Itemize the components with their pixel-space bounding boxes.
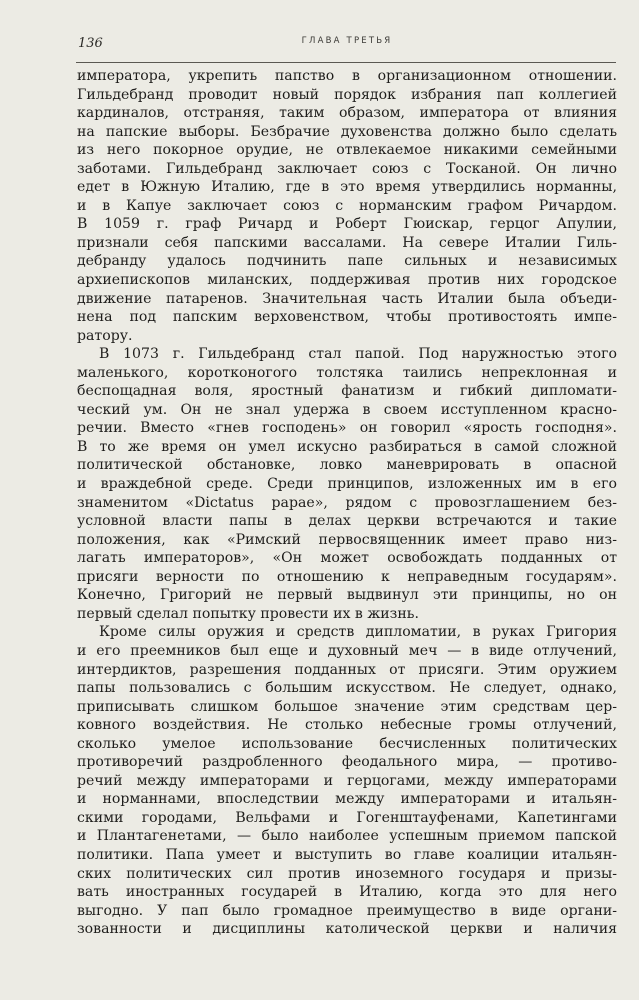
text-line: политической обстановке, ловко маневрировать в опасной — [77, 457, 617, 474]
text-line: и враждебной среде. Среди принципов, изложенных им в его — [77, 476, 617, 493]
text-line: беспощадная воля, яростный фанатизм и гибкий дипломати- — [77, 383, 617, 400]
paragraph-start-line: В 1073 г. Гильдебранд стал папой. Под наружностью этого — [99, 346, 617, 363]
text-line: лагать императоров», «Он может освобождать подданных от — [77, 550, 617, 567]
text-line: ческий ум. Он не знал удержа в своем исступленном красно- — [77, 401, 617, 418]
text-line: на папские выборы. Безбрачие духовенства должно было сделать — [77, 123, 617, 140]
text-line: сколько умелое использование бесчисленных политических — [77, 735, 617, 752]
paragraph-start-line: Кроме силы оружия и средств дипломатии, в руках Григория — [99, 624, 617, 641]
text-line: приписывать слишком большое значение этим средствам цер- — [77, 698, 617, 715]
text-line: зованности и дисциплины католической церкви и наличия — [77, 921, 617, 938]
text-line: и Плантагенетами, — было наиболее успешным приемом папской — [77, 828, 617, 845]
text-line: речии. Вместо «гнев господень» он говорил «ярость господня». — [77, 420, 617, 437]
text-line: едет в Южную Италию, где в это время утвердились норманны, — [77, 179, 617, 196]
text-line: и его преемников был еще и духовный меч — в виде отлучений, — [77, 642, 617, 659]
text-line: и норманнами, впоследствии между императорами и итальян- — [77, 791, 617, 808]
text-line: условной власти папы в делах церкви встречаются и такие — [77, 513, 617, 530]
text-line: кардиналов, отстраняя, таким образом, императора от влияния — [77, 105, 617, 122]
paragraph-end-line: ратору. — [77, 327, 133, 344]
text-line: В 1059 г. граф Ричард и Роберт Гюискар, герцог Апулии, — [77, 216, 617, 233]
text-line: дебранду удалось подчинить папе сильных и независимых — [77, 253, 617, 270]
text-line: из него покорное орудие, не отвлекаемое никакими семейными — [77, 142, 617, 159]
text-line: признали себя папскими вассалами. На севере Италии Гиль- — [77, 234, 617, 251]
text-line: нена под папским верховенством, чтобы противостоять импе- — [77, 309, 617, 326]
text-line: речий между императорами и герцогами, между императорами — [77, 772, 617, 789]
text-line: и в Капуе заключает союз с норманским графом Ричардом. — [77, 197, 617, 214]
paragraph-end-line: первый сделал попытку провести их в жизнь. — [77, 605, 419, 622]
text-line: Конечно, Григорий не первый выдвинул эти принципы, но он — [77, 587, 617, 604]
running-head: ГЛАВА ТРЕТЬЯ — [301, 36, 393, 46]
text-line: противоречий раздробленного феодального мира, — противо- — [77, 754, 617, 771]
text-line: движение патаренов. Значительная часть Италии была объеди- — [77, 290, 617, 307]
text-line: маленького, коротконогого толстяка таились непреклонная и — [77, 364, 617, 381]
text-line: В то же время он умел искусно разбираться в самой сложной — [77, 438, 617, 455]
header-rule — [76, 62, 616, 63]
text-line: императора, укрепить папство в организационном отношении. — [77, 68, 617, 84]
text-line: интердиктов, разрешения подданных от присяги. Этим оружием — [77, 661, 617, 678]
text-line: заботами. Гильдебранд заключает союз с Тосканой. Он лично — [77, 160, 617, 177]
text-line: выгодно. У пап было громадное преимущество в виде органи- — [77, 902, 617, 919]
text-line: ских политических сил против иноземного государя и призы- — [77, 865, 617, 882]
text-line: положения, как «Римский первосвященник имеет право низ- — [77, 531, 617, 548]
body-text — [77, 67, 617, 939]
text-line: Гильдебранд проводит новый порядок избрания пап коллегией — [77, 86, 617, 103]
page-header — [78, 36, 616, 51]
text-line: знаменитом «Dictatus papae», рядом с провозглашением без- — [77, 494, 617, 511]
text-line: ковного воздействия. Не столько небесные громы отлучений, — [77, 717, 617, 734]
text-line: вать иностранных государей в Италию, когда это для него — [77, 884, 617, 901]
text-line: архиепископов миланских, поддерживая против них городское — [77, 272, 617, 289]
text-line: скими городами, Вельфами и Гогенштауфенами, Капетингами — [77, 809, 617, 826]
text-line: присяги верности по отношению к неправедным государям». — [77, 568, 617, 585]
text-line: папы пользовались с большим искусством. Не следует, однако, — [77, 680, 617, 697]
text-line: политики. Папа умеет и выступить во главе коалиции итальян- — [77, 846, 617, 863]
page-number: 136 — [78, 36, 103, 51]
